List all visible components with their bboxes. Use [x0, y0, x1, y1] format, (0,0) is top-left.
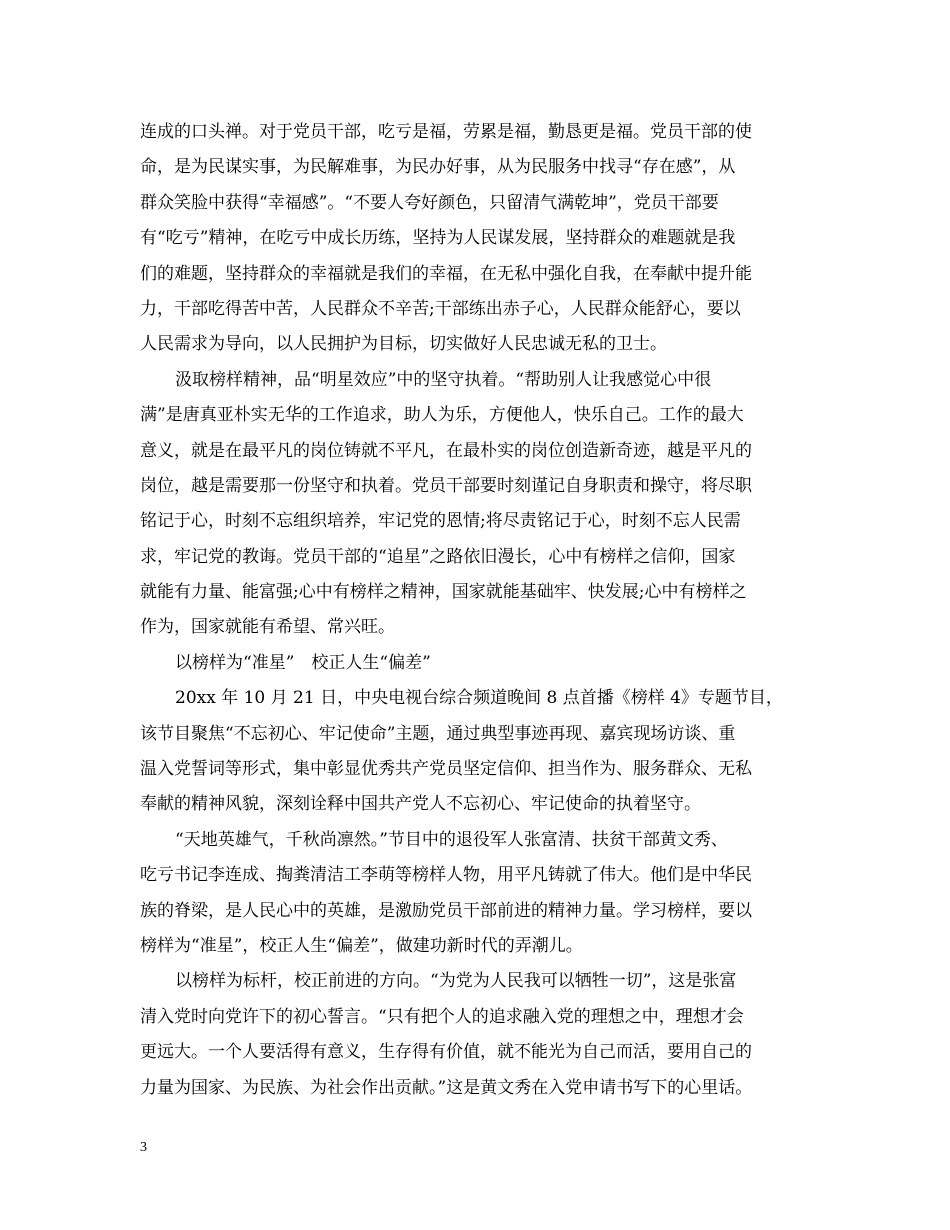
paragraph-start-line: 汲取榜样精神，品“明星效应”中的坚守执着。“帮助别人让我感觉心中很 — [175, 369, 712, 390]
text-line: 就能有力量、能富强;心中有榜样之精神，国家就能基础牢、快发展;心中有榜样之 — [140, 582, 747, 603]
text-line: 温入党誓词等形式，集中彰显优秀共产党员坚定信仰、担当作为、服务群众、无私 — [140, 759, 752, 780]
text-line: 奉献的精神风貌，深刻诠释中国共产党人不忘初心、牢记使命的执着坚守。 — [140, 794, 701, 815]
text-line: 更远大。一个人要活得有意义，生存得有价值，就不能光为自己而活，要用自己的 — [140, 1042, 752, 1063]
paragraph-start-line: 以榜样为标杆，校正前进的方向。“为党为人民我可以牺牲一切”，这是张富 — [175, 971, 737, 992]
paragraph-start-line: 20xx 年 10 月 21 日，中央电视台综合频道晚间 8 点首播《榜样 4》专题节目， — [175, 688, 783, 709]
text-line: 力量为国家、为民族、为社会作出贡献。”这是黄文秀在入党申请书写下的心里话。 — [140, 1077, 753, 1098]
text-line: 族的脊梁，是人民心中的英雄，是激励党员干部前进的精神力量。学习榜样，要以 — [140, 900, 752, 921]
text-line: 们的难题，坚持群众的幸福就是我们的幸福，在无私中强化自我，在奉献中提升能 — [140, 263, 752, 284]
text-line: 岗位，越是需要那一份坚守和执着。党员干部要时刻谨记自身职责和操守，将尽职 — [140, 475, 752, 496]
text-line: 力，干部吃得苦中苦，人民群众不辛苦;干部练出赤子心，人民群众能舒心，要以 — [140, 298, 741, 319]
text-line: 命，是为民谋实事，为民解难事，为民办好事，从为民服务中找寻“存在感”，从 — [140, 157, 736, 178]
text-line: 该节目聚焦“不忘初心、牢记使命”主题，通过典型事迹再现、嘉宾现场访谈、重 — [140, 723, 736, 744]
document-body — [140, 115, 826, 1106]
page-number: 3 — [140, 1140, 147, 1155]
text-line: 有“吃亏”精神，在吃亏中成长历练，坚持为人民谋发展，坚持群众的难题就是我 — [140, 228, 736, 249]
text-line: 满”是唐真亚朴实无华的工作追求，助人为乐，方便他人，快乐自己。工作的最大 — [140, 405, 744, 426]
text-line: 铭记于心，时刻不忘组织培养，牢记党的恩情;将尽责铭记于心，时刻不忘人民需 — [140, 511, 741, 532]
text-line: 作为，国家就能有希望、常兴旺。 — [140, 617, 395, 638]
text-line: 意义，就是在最平凡的岗位铸就不平凡，在最朴实的岗位创造新奇迹，越是平凡的 — [140, 440, 752, 461]
text-line: 连成的口头禅。对于党员干部，吃亏是福，劳累是福，勤恳更是福。党员干部的使 — [140, 122, 752, 142]
text-line: 榜样为“准星”，校正人生“偏差”，做建功新时代的弄潮儿。 — [140, 935, 583, 956]
text-line: 清入党时向党许下的初心誓言。“只有把个人的追求融入党的理想之中，理想才会 — [140, 1006, 744, 1027]
text-line: 群众笑脸中获得“幸福感”。“不要人夸好颜色，只留清气满乾坤”，党员干部要 — [140, 192, 719, 213]
text-line: 人民需求为导向，以人民拥护为目标，切实做好人民忠诚无私的卫士。 — [140, 334, 667, 355]
paragraph-start-line: “天地英雄气，千秋尚凛然。”节目中的退役军人张富清、扶贫干部黄文秀、 — [175, 829, 728, 850]
text-line: 求，牢记党的教诲。党员干部的“追星”之路依旧漫长，心中有榜样之信仰，国家 — [140, 546, 736, 567]
text-line: 吃亏书记李连成、掏粪清洁工李萌等榜样人物，用平凡铸就了伟大。他们是中华民 — [140, 865, 752, 886]
section-heading: 以榜样为“准星” 校正人生“偏差” — [175, 652, 431, 673]
